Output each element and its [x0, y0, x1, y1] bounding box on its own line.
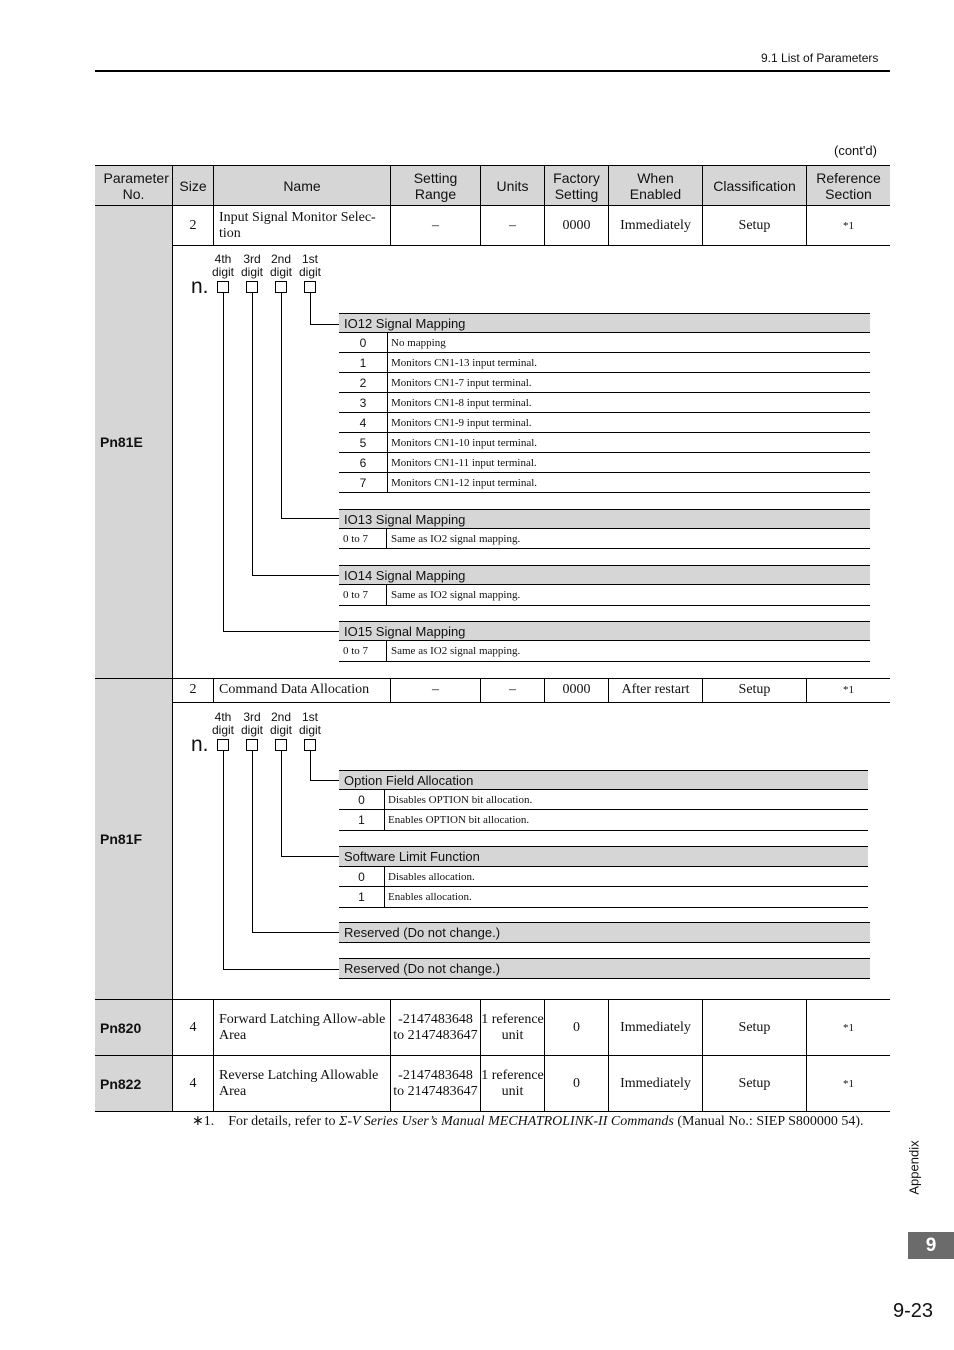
digit-label-3rd: 3rd digit — [240, 252, 263, 279]
pn822-reference: *1 — [843, 1077, 854, 1090]
io12-row: 6 Monitors CN1-11 input terminal. — [339, 453, 870, 473]
io12-row: 3 Monitors CN1-8 input terminal. — [339, 393, 870, 413]
digit-label-1st: 1st digit — [298, 252, 321, 279]
table-bottom-rule — [95, 1111, 890, 1112]
pn81e-digit-labels — [208, 253, 338, 283]
pn81f-digit-labels — [208, 711, 338, 741]
col-sep-units — [544, 166, 545, 246]
running-header: 9.1 List of Parameters — [761, 51, 879, 65]
io15-header: IO15 Signal Mapping — [339, 621, 870, 641]
tree-line-4th — [223, 751, 340, 970]
col-header-when-enabled: When Enabled — [609, 166, 702, 206]
param-no-pn822: Pn822 — [95, 1056, 172, 1111]
digit-box-3rd — [246, 281, 258, 293]
pn822-classification: Setup — [738, 1075, 771, 1091]
footnote-manual-title: Σ-V Series User’s Manual MECHATROLINK-II Commands — [339, 1114, 674, 1129]
col-sep-units — [544, 1000, 545, 1111]
io12-row: 0 No mapping — [339, 333, 870, 353]
io14-header: IO14 Signal Mapping — [339, 565, 870, 585]
col-header-size: Size — [173, 166, 213, 206]
col-sep-size — [213, 1000, 214, 1111]
col-sep-name — [390, 1000, 391, 1111]
io12-header: IO12 Signal Mapping — [339, 313, 870, 333]
digit-box-3rd — [246, 739, 258, 751]
digit-box-2nd — [275, 281, 287, 293]
digit-box-4th — [217, 739, 229, 751]
pn822-when-enabled: Immediately — [620, 1075, 691, 1091]
col-sep-when — [702, 166, 703, 246]
col-sep-range — [480, 679, 481, 702]
col-header-reference-section: Reference Section — [807, 166, 890, 206]
io15-row: 0 to 7 Same as IO2 signal mapping. — [339, 641, 870, 662]
pn822-factory: 0 — [573, 1075, 580, 1091]
footnote — [192, 1113, 864, 1130]
continued-label: (cont'd) — [834, 143, 877, 158]
footnote-pre: For details, refer to — [228, 1114, 340, 1129]
digit-label-4th: 4th digit — [211, 252, 234, 279]
pn81e-name: Input Signal Monitor Selec-tion — [219, 209, 376, 241]
col-header-name: Name — [214, 166, 390, 206]
io13-header: IO13 Signal Mapping — [339, 509, 870, 529]
option-field-row: 1 Enables OPTION bit allocation. — [339, 810, 868, 831]
pn81e-classification: Setup — [738, 217, 771, 233]
digit-label-4th: 4th digit — [211, 710, 234, 737]
pn820-name: Forward Latching Allow-able Area — [219, 1011, 386, 1043]
col-sep-when — [702, 1000, 703, 1111]
col-sep-factory — [608, 1000, 609, 1111]
digit-label-2nd: 2nd digit — [269, 252, 292, 279]
pn81f-when-enabled: After restart — [621, 682, 690, 697]
io12-row: 2 Monitors CN1-7 input terminal. — [339, 373, 870, 393]
pn81f-size: 2 — [189, 682, 197, 697]
col-header-param-no: Parameter No. — [95, 166, 172, 206]
software-limit-row: 1 Enables allocation. — [339, 887, 868, 908]
pn81e-n-prefix: n. — [191, 275, 209, 298]
pn822-size: 4 — [189, 1075, 197, 1091]
io13-row: 0 to 7 Same as IO2 signal mapping. — [339, 529, 870, 549]
io12-row: 5 Monitors CN1-10 input terminal. — [339, 433, 870, 453]
param-no-pn81e: Pn81E — [95, 206, 172, 678]
param-no-pn81f: Pn81F — [95, 679, 172, 999]
reserved-header-3rd: Reserved (Do not change.) — [339, 922, 870, 943]
col-header-setting-range: Setting Range — [391, 166, 480, 206]
software-limit-header: Software Limit Function — [339, 846, 868, 867]
pn822-range: -2147483648 to 2147483647 — [393, 1067, 478, 1099]
col-sep-factory — [608, 679, 609, 702]
pn820-units: 1 reference unit — [481, 1011, 544, 1043]
col-sep-when — [702, 679, 703, 702]
pn81f-row-rule — [173, 702, 890, 703]
col-sep-size — [213, 166, 214, 246]
col-sep-class — [806, 1000, 807, 1111]
io12-row: 4 Monitors CN1-9 input terminal. — [339, 413, 870, 433]
col-header-factory-setting: Factory Setting — [545, 166, 608, 206]
side-label-appendix: Appendix — [906, 1140, 922, 1195]
chapter-tab: 9 — [908, 1232, 954, 1259]
digit-box-4th — [217, 281, 229, 293]
pn820-when-enabled: Immediately — [620, 1019, 691, 1035]
option-field-header: Option Field Allocation — [339, 770, 868, 790]
page-number: 9-23 — [893, 1300, 934, 1322]
digit-box-1st — [304, 281, 316, 293]
reserved-header-4th: Reserved (Do not change.) — [339, 958, 870, 979]
header-rule — [95, 70, 890, 72]
col-sep-factory — [608, 166, 609, 246]
footnote-post: (Manual No.: SIEP S800000 54). — [673, 1114, 864, 1129]
col-sep-range — [480, 166, 481, 246]
col-header-units: Units — [481, 166, 544, 206]
digit-label-3rd: 3rd digit — [240, 710, 263, 737]
col-sep-class — [806, 166, 807, 246]
pn81f-n-prefix: n. — [191, 733, 209, 756]
pn81f-name: Command Data Allocation — [219, 682, 370, 697]
digit-label-2nd: 2nd digit — [269, 710, 292, 737]
col-header-classification: Classification — [703, 166, 806, 206]
pn820-range: -2147483648 to 2147483647 — [393, 1011, 478, 1043]
io12-row: 7 Monitors CN1-12 input terminal. — [339, 473, 870, 493]
digit-box-1st — [304, 739, 316, 751]
col-sep-range — [480, 1000, 481, 1111]
pn820-reference: *1 — [843, 1021, 854, 1034]
io14-row: 0 to 7 Same as IO2 signal mapping. — [339, 585, 870, 606]
digit-label-1st: 1st digit — [298, 710, 321, 737]
tree-line-4th — [223, 293, 340, 632]
pn81f-factory: 0000 — [562, 682, 591, 697]
footnote-mark: ∗1. — [192, 1114, 215, 1129]
pn81e-when-enabled: Immediately — [620, 217, 691, 233]
pn820-factory: 0 — [573, 1019, 580, 1035]
col-sep-units — [544, 679, 545, 702]
pn81f-units: – — [509, 682, 516, 697]
pn81f-reference: *1 — [843, 684, 854, 696]
pn81e-row-rule — [173, 245, 890, 246]
option-field-row: 0 Disables OPTION bit allocation. — [339, 790, 868, 810]
col-sep-name — [390, 679, 391, 702]
param-no-pn820: Pn820 — [95, 1000, 172, 1055]
io12-row: 1 Monitors CN1-13 input terminal. — [339, 353, 870, 373]
pn81e-units: – — [509, 217, 516, 233]
pn822-units: 1 reference unit — [481, 1067, 544, 1099]
col-sep-class — [806, 679, 807, 702]
pn81f-classification: Setup — [738, 682, 771, 697]
col-sep-name — [390, 166, 391, 246]
digit-box-2nd — [275, 739, 287, 751]
col-sep-size — [213, 679, 214, 702]
table-top-rule — [95, 165, 890, 166]
pn822-name: Reverse Latching Allowable Area — [219, 1067, 379, 1099]
pn81e-reference: *1 — [843, 219, 854, 232]
pn81e-size: 2 — [189, 217, 197, 233]
pn81e-range: – — [432, 217, 439, 233]
software-limit-row: 0 Disables allocation. — [339, 867, 868, 887]
pn820-size: 4 — [189, 1019, 197, 1035]
col-sep-param — [172, 166, 173, 1111]
pn820-classification: Setup — [738, 1019, 771, 1035]
pn81e-factory: 0000 — [562, 217, 591, 233]
pn81f-range: – — [432, 682, 439, 697]
